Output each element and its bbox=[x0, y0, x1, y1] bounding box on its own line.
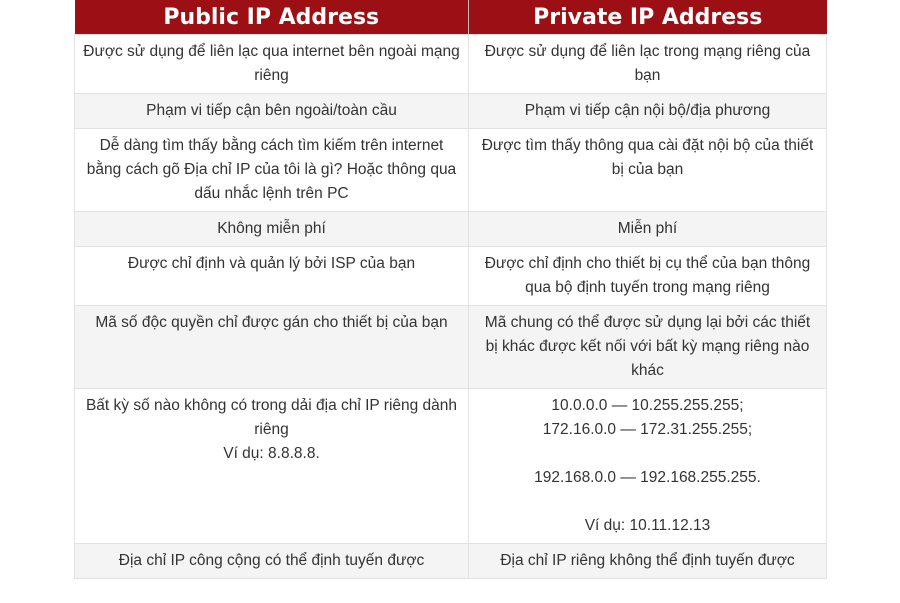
cell-public: Được sử dụng để liên lạc qua internet bên ngoài mạng riêng bbox=[75, 35, 469, 94]
private-range-line: 172.16.0.0 — 172.31.255.255; bbox=[542, 421, 753, 438]
cell-private: Được sử dụng để liên lạc trong mạng riêng của bạn bbox=[469, 35, 827, 94]
header-row bbox=[75, 0, 827, 35]
cell-private: Phạm vi tiếp cận nội bộ/địa phương bbox=[469, 94, 827, 129]
cell-private: Được tìm thấy thông qua cài đặt nội bộ của thiết bị của bạn bbox=[469, 129, 827, 212]
cell-private: Được chỉ định cho thiết bị cụ thể của bạn thông qua bộ định tuyến trong mạng riêng bbox=[469, 247, 827, 306]
private-range-line: 10.0.0.0 — 10.255.255.255; bbox=[551, 397, 744, 414]
table-row bbox=[75, 247, 827, 306]
private-range-line: 192.168.0.0 — 192.168.255.255. bbox=[534, 469, 761, 486]
cell-public: Dễ dàng tìm thấy bằng cách tìm kiếm trên internet bằng cách gõ Địa chỉ IP của tôi là gì? Hoặc thông qua dấu nhắc lệnh trên PC bbox=[75, 129, 469, 212]
cell-public bbox=[75, 389, 469, 544]
cell-public: Được chỉ định và quản lý bởi ISP của bạn bbox=[75, 247, 469, 306]
cell-public: Địa chỉ IP công cộng có thể định tuyến được bbox=[75, 544, 469, 579]
public-range-text: Bất kỳ số nào không có trong dải địa chỉ IP riêng dành riêng bbox=[85, 397, 458, 438]
cell-public: Không miễn phí bbox=[75, 212, 469, 247]
cell-private: Địa chỉ IP riêng không thể định tuyến được bbox=[469, 544, 827, 579]
cell-public: Phạm vi tiếp cận bên ngoài/toàn cầu bbox=[75, 94, 469, 129]
cell-private: Mã chung có thể được sử dụng lại bởi các thiết bị khác được kết nối với bất kỳ mạng riêng nào khác bbox=[469, 306, 827, 389]
header-private-ip: Private IP Address bbox=[469, 0, 827, 35]
table-row bbox=[75, 544, 827, 579]
spacer bbox=[477, 442, 818, 466]
table-row bbox=[75, 35, 827, 94]
table-row bbox=[75, 94, 827, 129]
table-row bbox=[75, 212, 827, 247]
cell-private: Miễn phí bbox=[469, 212, 827, 247]
table-row bbox=[75, 389, 827, 544]
private-example: Ví dụ: 10.11.12.13 bbox=[584, 517, 711, 534]
cell-public: Mã số độc quyền chỉ được gán cho thiết bị của bạn bbox=[75, 306, 469, 389]
table-row bbox=[75, 129, 827, 212]
public-example: Ví dụ: 8.8.8.8. bbox=[223, 445, 320, 462]
comparison-table bbox=[74, 0, 827, 579]
spacer bbox=[477, 490, 818, 514]
cell-private bbox=[469, 389, 827, 544]
header-public-ip: Public IP Address bbox=[75, 0, 469, 35]
table-row bbox=[75, 306, 827, 389]
